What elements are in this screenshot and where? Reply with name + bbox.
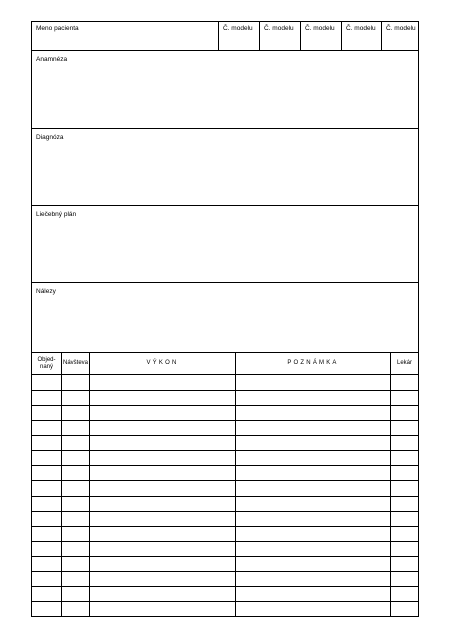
patient-record-form [31,21,419,617]
diagnosis-section[interactable] [32,129,418,206]
model-number-field-5[interactable] [381,22,418,50]
patient-name-label: Meno pacienta [36,25,79,32]
visit-log-table [32,353,418,616]
table-row[interactable] [32,511,418,512]
findings-section[interactable] [32,283,418,353]
table-row[interactable] [32,496,418,497]
model-number-label: Č. modelu [264,25,294,32]
table-row[interactable] [32,480,418,481]
table-row[interactable] [32,450,418,451]
table-row[interactable] [32,390,418,391]
treatment-plan-label: Liečebný plán [36,211,77,218]
table-row[interactable] [32,465,418,466]
note-column-header: POZNÁMKA [235,353,390,374]
model-number-label: Č. modelu [346,25,376,32]
model-number-label: Č. modelu [386,25,416,32]
appointment-column-header: Návšteva [61,353,89,374]
table-row[interactable] [32,556,418,557]
table-row[interactable] [32,541,418,542]
model-number-label: Č. modelu [223,25,253,32]
patient-name-field[interactable] [32,22,218,50]
table-row[interactable] [32,586,418,587]
diagnosis-label: Diagnóza [36,134,64,141]
model-number-field-1[interactable] [218,22,259,50]
model-number-field-4[interactable] [341,22,381,50]
procedure-column-header: VÝKON [89,353,235,374]
table-header-row [32,353,418,375]
ordered-column-header: Objed- naný [37,356,56,370]
table-row[interactable] [32,601,418,602]
table-row[interactable] [32,420,418,421]
doctor-column-header: Lekár [390,353,418,374]
form-header [32,22,418,51]
model-number-field-3[interactable] [300,22,341,50]
model-number-field-2[interactable] [259,22,300,50]
table-row[interactable] [32,435,418,436]
model-number-label: Č. modelu [305,25,335,32]
table-row[interactable] [32,571,418,572]
treatment-plan-section[interactable] [32,206,418,283]
anamnesis-label: Anamnéza [36,56,68,63]
table-row[interactable] [32,526,418,527]
findings-label: Nálezy [36,288,56,295]
table-row[interactable] [32,405,418,406]
anamnesis-section[interactable] [32,51,418,129]
